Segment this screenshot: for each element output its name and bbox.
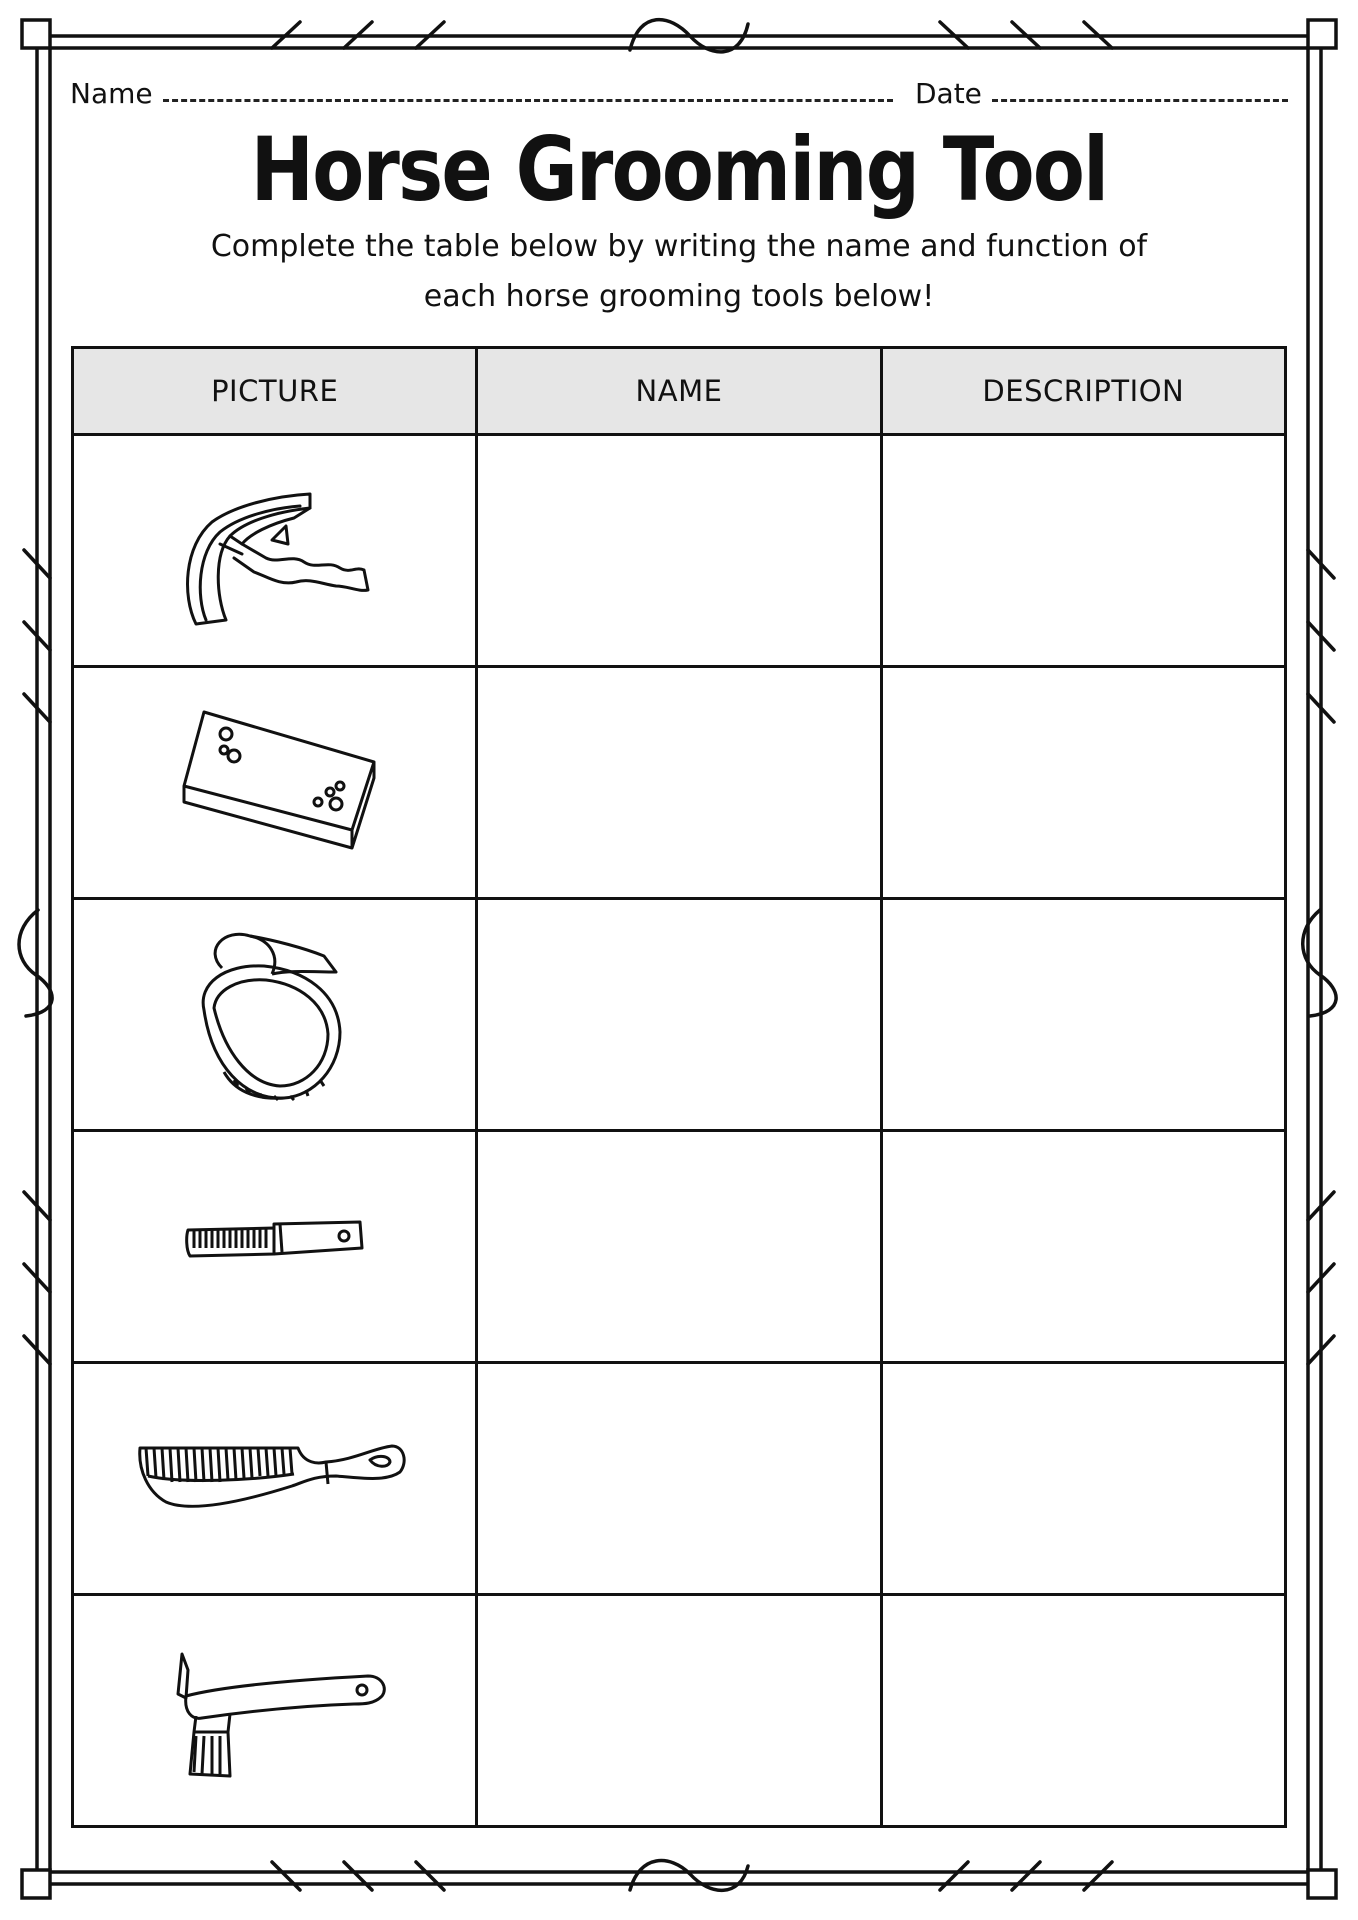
grooming-tools-table <box>71 346 1287 1828</box>
shedding-blade-icon <box>74 436 474 665</box>
header-picture: PICTURE <box>73 348 477 435</box>
table-row <box>73 1595 1286 1827</box>
name-answer-cell[interactable] <box>477 1131 881 1363</box>
date-blank[interactable] <box>992 99 1288 102</box>
table-header-row <box>73 348 1286 435</box>
wide-tooth-comb-icon <box>74 1364 474 1593</box>
description-answer-cell[interactable] <box>881 1595 1285 1827</box>
hoof-pick-icon <box>74 1596 474 1825</box>
name-answer-cell[interactable] <box>477 899 881 1131</box>
picture-cell <box>73 1131 477 1363</box>
description-answer-cell[interactable] <box>881 1131 1285 1363</box>
picture-cell <box>73 435 477 667</box>
grooming-block-icon <box>74 668 474 897</box>
table-row <box>73 667 1286 899</box>
page-title: Horse Grooming Tool <box>250 118 1108 221</box>
name-answer-cell[interactable] <box>477 435 881 667</box>
curry-comb-icon <box>74 900 474 1129</box>
name-answer-cell[interactable] <box>477 667 881 899</box>
description-answer-cell[interactable] <box>881 435 1285 667</box>
picture-cell <box>73 667 477 899</box>
description-answer-cell[interactable] <box>881 1363 1285 1595</box>
picture-cell <box>73 1595 477 1827</box>
table-row <box>73 1363 1286 1595</box>
picture-cell <box>73 899 477 1131</box>
name-label: Name <box>70 77 153 110</box>
instructions-text: Complete the table below by writing the name and function of each horse grooming tools below! <box>210 229 1148 314</box>
mane-comb-icon <box>74 1132 474 1361</box>
description-answer-cell[interactable] <box>881 667 1285 899</box>
name-blank[interactable] <box>163 99 893 102</box>
table-row <box>73 1131 1286 1363</box>
date-label: Date <box>914 77 982 110</box>
name-answer-cell[interactable] <box>477 1363 881 1595</box>
header-name: NAME <box>477 348 881 435</box>
student-info-line <box>70 62 1288 110</box>
table-row <box>73 435 1286 667</box>
header-description: DESCRIPTION <box>881 348 1285 435</box>
picture-cell <box>73 1363 477 1595</box>
name-answer-cell[interactable] <box>477 1595 881 1827</box>
table-row <box>73 899 1286 1131</box>
description-answer-cell[interactable] <box>881 899 1285 1131</box>
